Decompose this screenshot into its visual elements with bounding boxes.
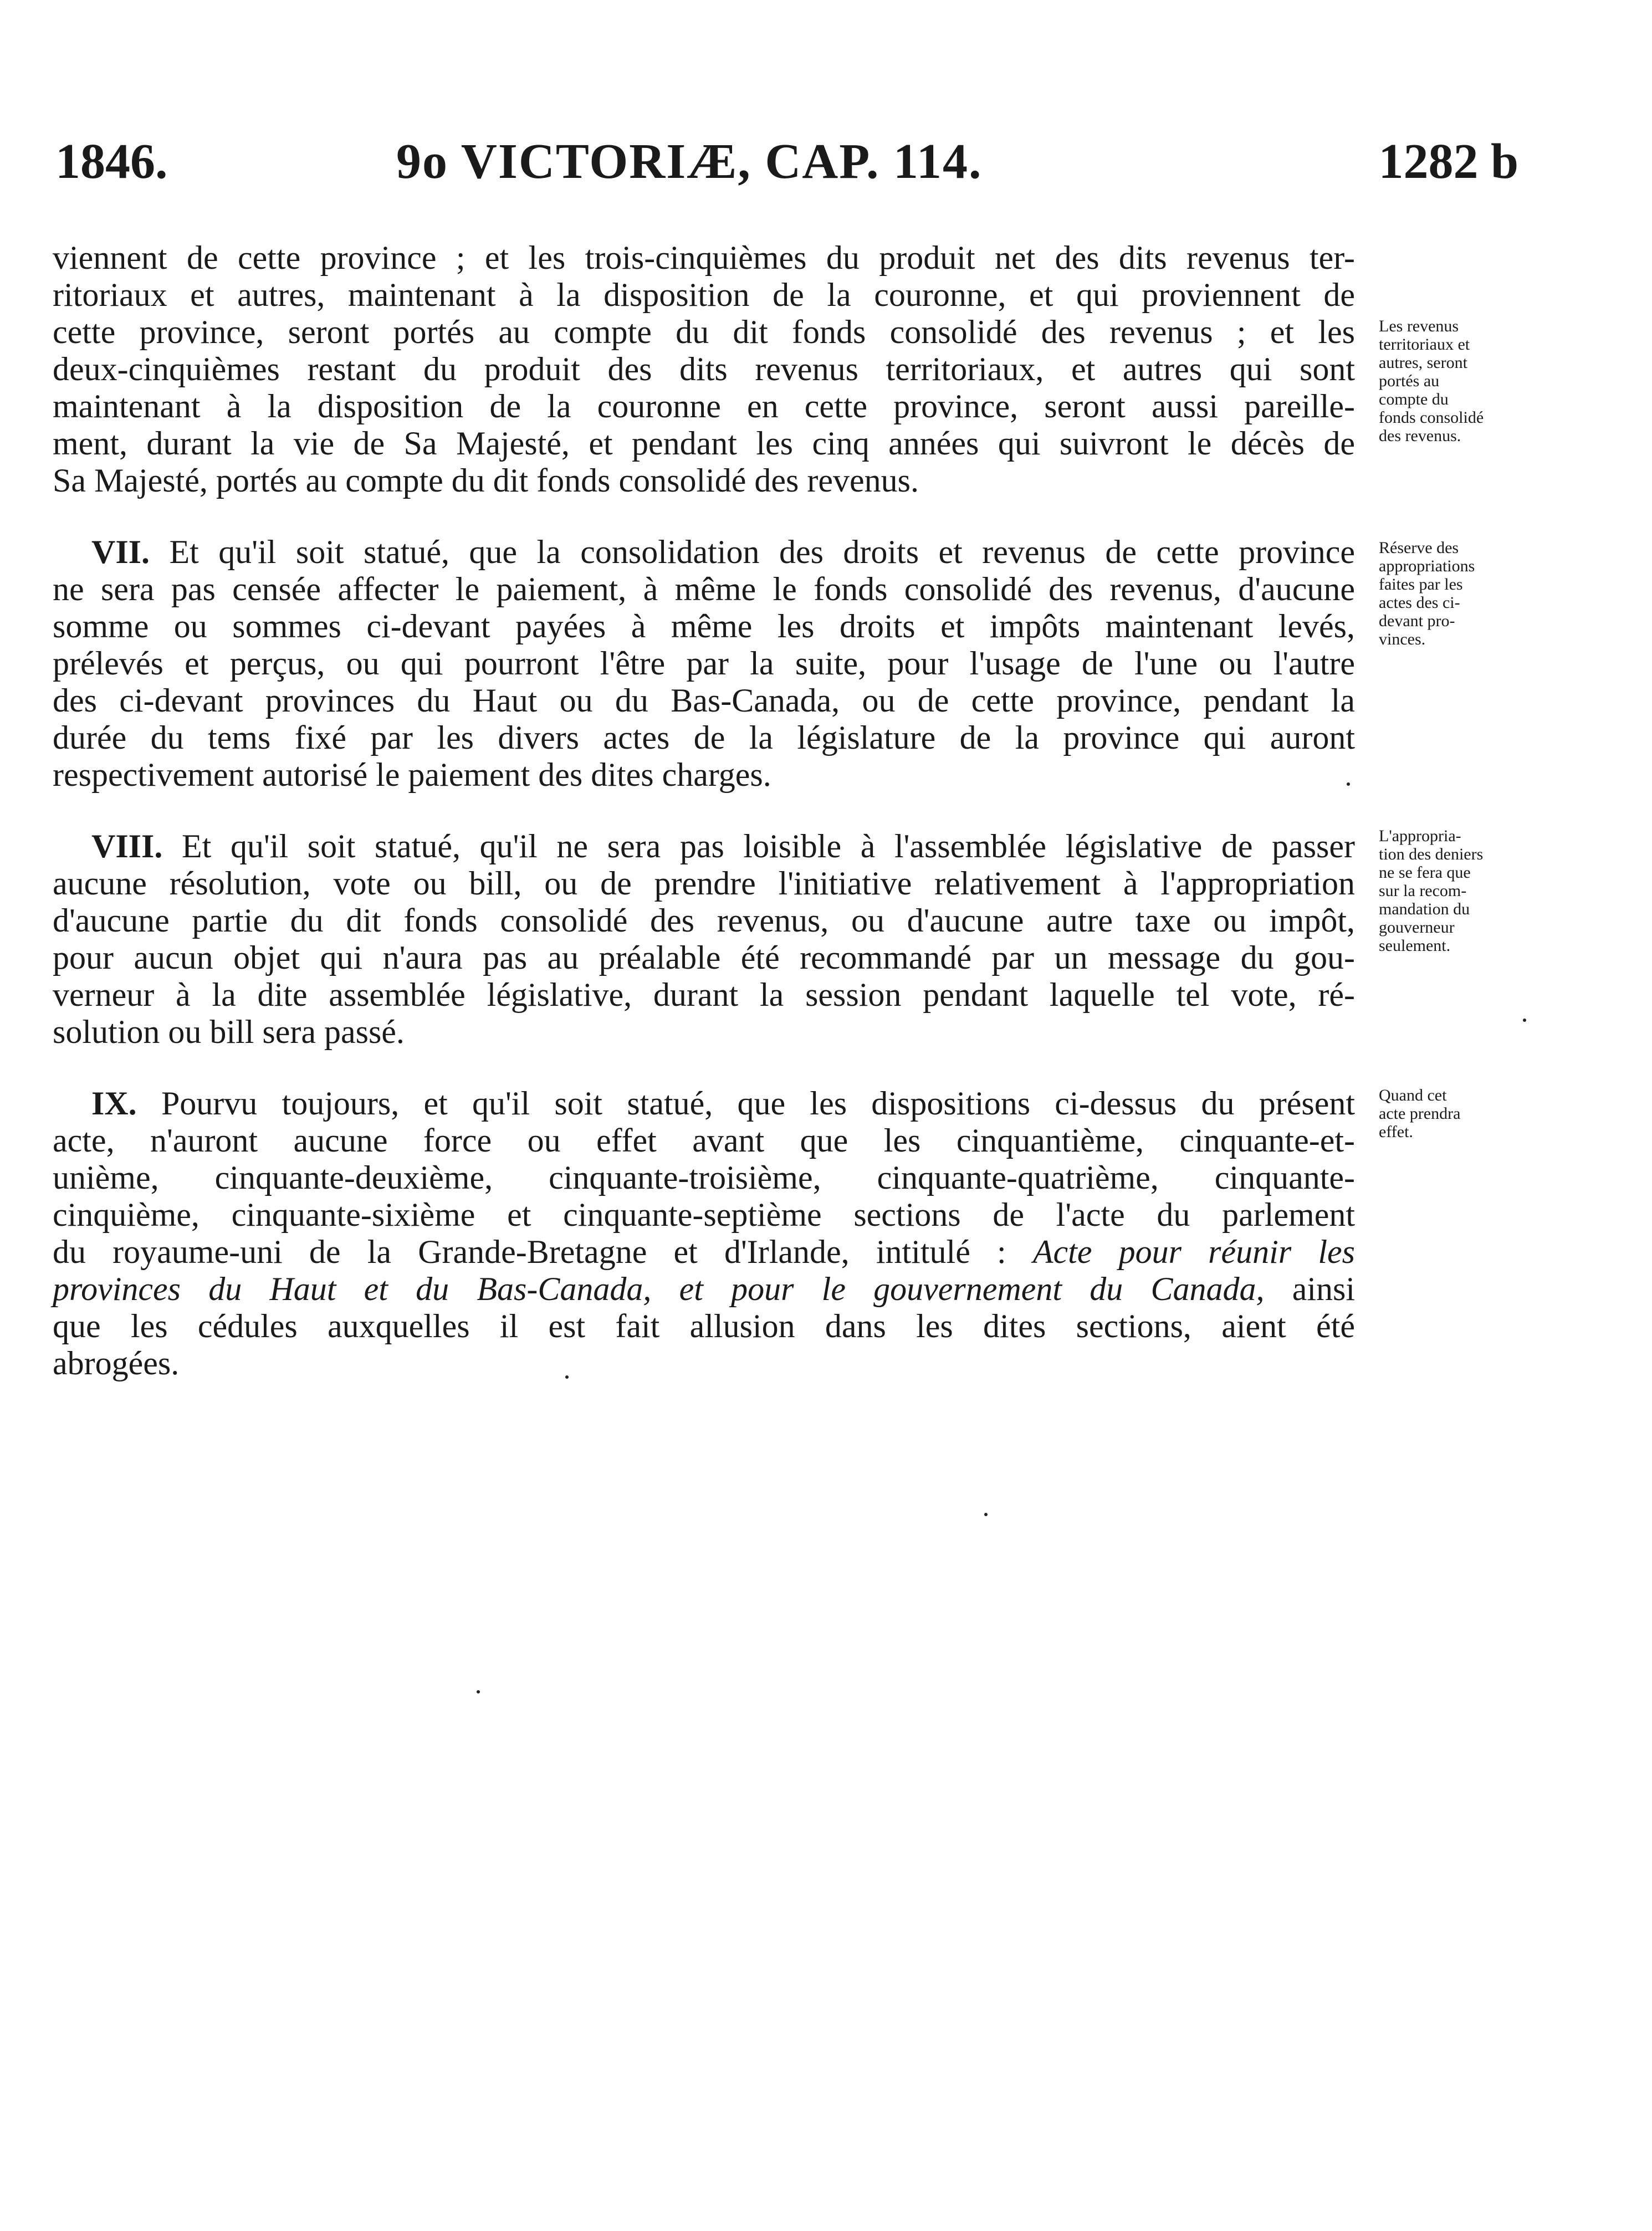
paragraph-text: Et qu'il soit statué, que la consolidation des droits et revenus de cette province [169, 534, 1355, 570]
section-number: VIII. [91, 828, 163, 864]
paragraph-line [53, 828, 1355, 865]
margin-note-effet [1379, 1086, 1540, 1141]
paragraph-text: Pourvu toujours, et qu'il soit statué, que les dispositions ci-dessus du présent [161, 1085, 1356, 1122]
paragraph-line: maintenant à la disposition de la couronne en cette province, seront aussi pareille- [53, 388, 1355, 424]
paragraph-text: du royaume-uni de la Grande-Bretagne et d'Irlande, intitulé : [53, 1234, 1006, 1270]
margin-note-line: ne se fera que [1379, 863, 1471, 882]
paragraph-line [53, 1085, 1355, 1122]
scan-speck [1523, 1019, 1526, 1022]
margin-note-line: autres, seront [1379, 354, 1467, 372]
margin-note-reserve [1379, 539, 1540, 648]
paragraph-line: d'aucune partie du dit fonds consolidé des revenus, ou d'aucune autre taxe ou impôt, [53, 902, 1355, 939]
header-title: 9o VICTORIÆ, CAP. 114. [396, 134, 983, 189]
margin-note-line: territoriaux et [1379, 335, 1470, 354]
margin-note-line: devant pro- [1379, 612, 1455, 630]
margin-note-line: L'appropria- [1379, 827, 1461, 845]
margin-note-line: faites par les [1379, 575, 1463, 593]
section-number: VII. [91, 534, 150, 570]
paragraph-line: durée du tems fixé par les divers actes de la législature de la province qui auront [53, 719, 1355, 756]
scan-speck [477, 1690, 480, 1693]
paragraph-line: abrogées. [53, 1345, 180, 1381]
margin-note-line: Quand cet [1379, 1086, 1447, 1104]
paragraph-line: ne sera pas censée affecter le paiement, à même le fonds consolidé des revenus, d'aucune [53, 571, 1355, 607]
paragraph-line [53, 1234, 1355, 1271]
paragraph-line: que les cédules auxquelles il est fait allusion dans les dites sections, aient été [53, 1308, 1355, 1344]
paragraph-line: viennent de cette province ; et les trois-cinquièmes du produit net des dits revenus ter- [53, 239, 1355, 276]
paragraph-line: des ci-devant provinces du Haut ou du Bas-Canada, ou de cette province, pendant la [53, 682, 1355, 719]
paragraph-continuation [53, 239, 1355, 499]
scan-speck [1347, 782, 1350, 786]
paragraph-text: ainsi [1292, 1271, 1356, 1307]
margin-note-line: gouverneur [1379, 918, 1455, 937]
paragraph-line: cette province, seront portés au compte du dit fonds consolidé des revenus ; et les [53, 314, 1355, 350]
margin-note-line: seulement. [1379, 937, 1451, 955]
margin-note-line: portés au [1379, 372, 1440, 390]
act-title-italic: provinces du Haut et du Bas-Canada, et pour le gouvernement du Canada, [53, 1271, 1265, 1307]
paragraph-line: verneur à la dite assemblée législative, durant la session pendant laquelle tel vote, ré- [53, 976, 1355, 1013]
margin-note-line: sur la recom- [1379, 882, 1467, 900]
paragraph-line [53, 1271, 1355, 1308]
margin-note-line: des revenus. [1379, 427, 1461, 445]
running-header [55, 129, 1530, 195]
margin-note-appropriation [1379, 827, 1540, 955]
paragraph-text: Et qu'il soit statué, qu'il ne sera pas loisible à l'assemblée législative de passer [182, 828, 1356, 864]
paragraph-line [53, 534, 1355, 571]
paragraph-line: ment, durant la vie de Sa Majesté, et pendant les cinq années qui suivront le décès de [53, 425, 1355, 462]
header-page-number: 1282 b [1378, 134, 1518, 189]
margin-note-line: mandation du [1379, 900, 1470, 918]
paragraph-line: aucune résolution, vote ou bill, ou de prendre l'initiative relativement à l'appropriation [53, 865, 1355, 902]
margin-note-line: fonds consolidé [1379, 408, 1484, 427]
margin-note-line: tion des deniers [1379, 845, 1484, 863]
margin-note-line: vinces. [1379, 630, 1426, 648]
margin-note-line: acte prendra [1379, 1104, 1461, 1123]
section-viii [53, 828, 1355, 1051]
paragraph-line: unième, cinquante-deuxième, cinquante-troisième, cinquante-quatrième, cinquante- [53, 1159, 1355, 1196]
paragraph-line: ritoriaux et autres, maintenant à la disposition de la couronne, et qui proviennent de [53, 277, 1355, 313]
paragraph-line: respectivement autorisé le paiement des dites charges. [53, 756, 771, 793]
section-vii [53, 534, 1355, 794]
paragraph-line: somme ou sommes ci-devant payées à même les droits et impôts maintenant levés, [53, 608, 1355, 644]
margin-note-line: compte du [1379, 390, 1449, 408]
margin-note-line: actes des ci- [1379, 593, 1460, 612]
scan-speck [565, 1375, 569, 1379]
paragraph-line: pour aucun objet qui n'aura pas au préalable été recommandé par un message du gou- [53, 939, 1355, 976]
paragraph-line: acte, n'auront aucune force ou effet avant que les cinquantième, cinquante-et- [53, 1122, 1355, 1159]
margin-note-line: Réserve des [1379, 539, 1459, 557]
paragraph-line: prélevés et perçus, ou qui pourront l'être par la suite, pour l'usage de l'une ou l'autre [53, 645, 1355, 682]
margin-note-revenus [1379, 317, 1540, 445]
body-column [53, 239, 1355, 1416]
paragraph-line: cinquième, cinquante-sixième et cinquante-septième sections de l'acte du parlement [53, 1196, 1355, 1233]
paragraph-line: solution ou bill sera passé. [53, 1014, 405, 1050]
section-ix [53, 1085, 1355, 1382]
margin-note-line: appropriations [1379, 557, 1475, 575]
scan-speck [984, 1513, 988, 1516]
act-title-italic: Acte pour réunir les [1032, 1234, 1356, 1270]
header-year: 1846. [55, 134, 168, 189]
margin-note-line: effet. [1379, 1123, 1413, 1141]
margin-note-line: Les revenus [1379, 317, 1459, 335]
paragraph-line: deux-cinquièmes restant du produit des dits revenus territoriaux, et autres qui sont [53, 351, 1355, 387]
paragraph-line: Sa Majesté, portés au compte du dit fonds consolidé des revenus. [53, 462, 919, 499]
section-number: IX. [91, 1085, 137, 1122]
